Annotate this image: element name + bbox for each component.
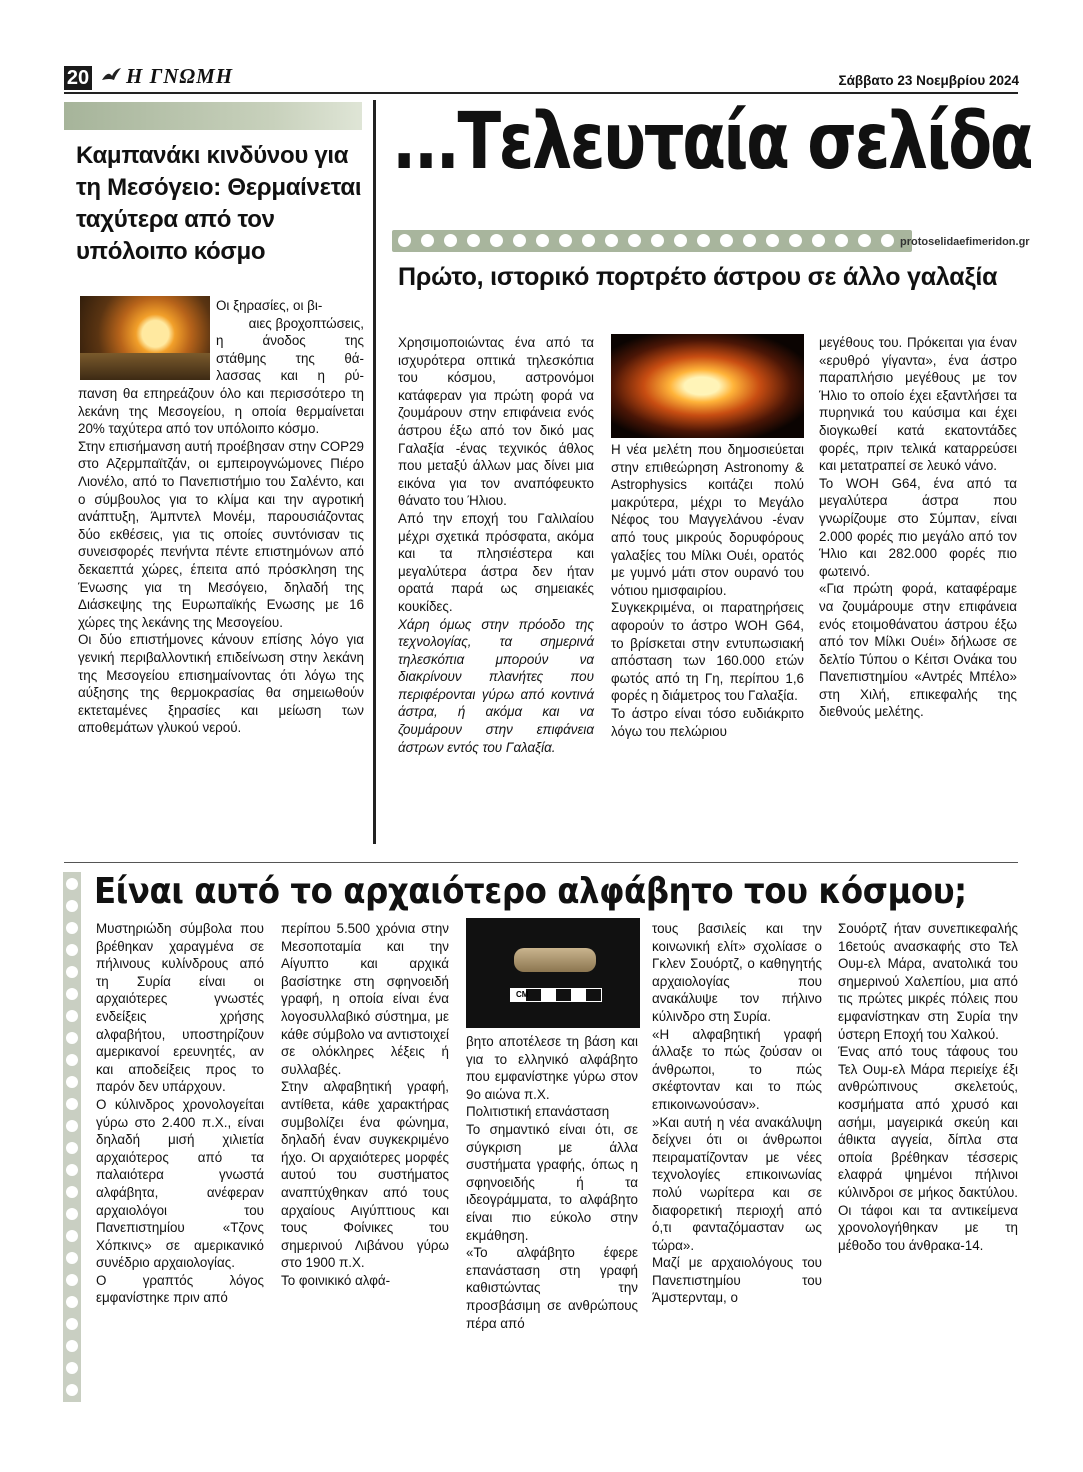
- subheading: Πολιτιστική επανάσταση: [466, 1104, 610, 1120]
- wrap-line: αιες βροχοπτώσεις,: [248, 315, 364, 331]
- alphabet-col2: [281, 920, 453, 1289]
- wrap-line: λασσας και η ρύ-: [216, 368, 364, 384]
- paragraph: Χάρη όμως στην πρόοδο της τεχνολογίας, τα σημερινά τηλεσκόπια μπορούν να διακρίνουν πλανήτες που περιφέρονται γύρω από κοντινά άστρα, ή ακόμα και να ζουμάρουν στην επιφάνεια άστρων εντός του Γαλαξία.: [398, 616, 598, 755]
- red-giant-star-image: [611, 334, 804, 438]
- dateline: Σάββατο 23 Νοεμβρίου 2024: [838, 73, 1019, 88]
- left-article-headline: Καμπανάκι κινδύνου για τη Μεσόγειο: Θερμαίνεται ταχύτερα από τον υπόλοιπο κόσμο: [76, 142, 362, 265]
- left-header-bar: [64, 102, 362, 130]
- star-article-col2: [611, 441, 808, 740]
- star-article-headline: Πρώτο, ιστορικό πορτρέτο άστρου σε άλλο γαλαξία: [398, 263, 998, 291]
- section-title: ...Τελευταία σελίδα: [392, 97, 1032, 187]
- paragraph: Μυστηριώδη σύμβολα που βρέθηκαν χαραγμένα σε πήλινους κυλίνδρους από τη Συρία είναι οι αρχαιότερες γνωστές ενδείξεις χρήσης αλφαβήτου, υποστηρίζουν αμερικανοί ερευνητές, αν και αποδείξεις προς το παρόν δεν υπάρχουν.: [96, 921, 268, 1095]
- paragraph: Στην επισήμανση αυτή προέβησαν στην COP29 στο Αζερμπαϊτζάν, οι εμπειρογνώμονες Πιέρο Λιονέλο, από το Πανεπιστήμιο του Σαλέντο, και ο σύμβουλος για το κλίμα και την αγροτική ανάπτυξη, Άμπντελ Μονέμ, παρουσιάζοντας δύο εκθέσεις, για τις οποίες συντόνισαν τις συνεισφορές πενήντα πέντε επιστημόνων από δεκαεπτά χώρες, έπειτα από πρόσκληση της Ένωσης για τη Μεσόγειο, δηλαδή της Διάσκεψης της Ευρωπαϊκής Ενωσης με 16 χώρες της λεκάνης της Μεσογείου.: [78, 438, 368, 630]
- star-article-col3: [819, 334, 1021, 721]
- paragraph: βητο αποτέλεσε τη βάση και για το ελληνικό αλφάβητο που εμφανίστηκε γύρω στον 9ο αιώνα π.Χ.: [466, 1034, 642, 1102]
- section-rule: [64, 862, 1018, 863]
- column-divider: [373, 100, 376, 844]
- wrap-line: στάθμης της θά-: [216, 350, 364, 366]
- paragraph: μεγέθους του. Πρόκειται για έναν «ερυθρό γίγαντα», ένα άστρο παραπλήσιο μεγέθους με τον Ήλιο το οποίο έχει εξαντλήσει τα πυρηνικά του καύσιμα και έχει διογκωθεί κατά εκατοντάδες φορές, πριν τελικά καταρρεύσει και μετατραπεί σε λευκό νάνο.: [819, 335, 1021, 474]
- paragraph: »Και αυτή η νέα ανακάλυψη δείχνει ότι οι άνθρωποι πειραματίζονταν με νέες τεχνολογίες επικοινωνίας πολύ νωρίτερα και σε διαφορετική περιοχή από ό,τι φανταζόμασταν ως τώρα».: [652, 1114, 826, 1253]
- paragraph: «Για πρώτη φορά, καταφέραμε να ζουμάρουμε στην επιφάνεια ενός ετοιμοθάνατου άστρου έξω από τον Μίλκι Ουέι» δήλωσε σε δελτίο Τύπου ο Κέιτσι Ονάκα του Πανεπιστημίου «Αντρές Μπέλο» στη Χιλή, επικεφαλής της διεθνούς μελέτης.: [819, 581, 1021, 720]
- paragraph: «Το αλφάβητο έφερε επανάσταση στη γραφή καθιστώντας την προσβάσιμη σε ανθρώπους πέρα από: [466, 1245, 642, 1331]
- paragraph: Μαζί με αρχαιολόγους του Πανεπιστημίου του Άμστερνταμ, ο: [652, 1255, 826, 1306]
- paragraph: Στην αλφαβητική γραφή, αντίθετα, κάθε χαρακτήρας συμβολίζει ένα φώνημα, δηλαδή έναν συγκεκριμένο ήχο. Οι αρχαιότερες μορφές αυτού του συστήματος αναπτύχθηκαν από τους αρχαίους Αιγύπτιους και τους Φοίνικες του σημερινού Λιβάνου γύρω στο 1900 π.Χ.: [281, 1079, 453, 1271]
- alphabet-col4: [652, 920, 826, 1307]
- side-dot-strip: [63, 872, 81, 1402]
- paragraph: Ένας από τους τάφους του Τελ Ουμ-ελ Μάρα περιείχε έξι ανθρώπινους σκελετούς, κοσμήματα από χρυσό και ασήμι, μαγειρικά σκεύη και άθικτα αγγεία, δίπλα στα οποία βρέθηκαν τέσσερις ελαφρά ψημένοι πήλινοι κύλινδροι σε μήκος δακτύλου. Οι τάφοι και τα αντικείμενα χρονολογήθηκαν με τη μέθοδο του άνθρακα-14.: [838, 1044, 1022, 1253]
- source-website: protoselidaefimeridon.gr: [900, 236, 1030, 248]
- bird-logo-icon: [100, 66, 122, 86]
- page-number: 20: [64, 66, 92, 90]
- scale-label: CM: [516, 990, 529, 999]
- paragraph: Η νέα μελέτη που δημοσιεύεται στην επιθεώρηση Astronomy & Astrophysics κοιτάζει πολύ μακρύτερα, μέχρι το Μεγάλο Νέφος του Μαγγελάνου -έναν από τους μικρούς δορυφόρους γαλαξίες του Μίλκι Ουέι, ορατός με γυμνό μάτι στον ουρανό του νότιου ημισφαιρίου.: [611, 442, 808, 598]
- paragraph: Το WOH G64, ένα από τα μεγαλύτερα άστρα που γνωρίζουμε στο Σύμπαν, είναι 2.000 φορές πιο μεγάλο από τον Ήλιο και 282.000 φορές πιο φωτεινό.: [819, 475, 1021, 579]
- paragraph: Συγκεκριμένα, οι παρατηρήσεις αφορούν το άστρο WOH G64, το βρίσκεται στην εντυπωσιακή απόσταση των 160.000 ετών φωτός από τη Γη, περίπου 1,6 φορές η διάμετρος του Γαλαξία.: [611, 600, 808, 704]
- left-article-body: [78, 385, 368, 737]
- alphabet-article-headline: Είναι αυτό το αρχαιότερο αλφάβητο του κόσμου;: [94, 871, 967, 912]
- alphabet-col1: [96, 920, 268, 1307]
- clay-cylinder-image: [466, 918, 640, 1028]
- paragraph: Οι δύο επιστήμονες κάνουν επίσης λόγο για γενική περιβαλλοντική επιδείνωση στην λεκάνη της Μεσογείου επισημαίνοντας ότι λόγω της αύξησης της θερμοκρασίας θα σημειωθούν εκτεταμένες ξηρασίες και μείωση των αποθεμάτων γλυκού νερού.: [78, 632, 368, 736]
- wrap-line: η άνοδος της: [216, 333, 364, 349]
- paragraph: Χρησιμοποιώντας ένα από τα ισχυρότερα οπτικά τηλεσκόπια του κόσμου, αστρονόμοι κατάφεραν για πρώτη φορά να ζουμάρουν στην επιφάνεια ενός άστρου έξω από τον δικό μας Γαλαξία -ένας τεχνικός άθλος που μεταξύ άλλων μας δίνει μια εικόνα για τον αναπόφευκτο θάνατο του Ήλιου.: [398, 335, 598, 509]
- wrap-line: Οι ξηρασίες, οι βι-: [216, 298, 323, 313]
- left-article-wrap: [216, 297, 364, 385]
- paragraph: Από την εποχή του Γαλιλαίου μέχρι σχετικά πρόσφατα, ακόμα και τα πλησιέστερα και μεγαλύτερα άστρα δεν ήταν ορατά παρά ως σημειακές κουκίδες.: [398, 510, 598, 614]
- sunset-drought-image: [80, 296, 210, 380]
- paragraph: τους βασιλείς και την κοινωνική ελίτ» σχολίασε ο Γκλεν Σουόρτζ, ο καθηγητής αρχαιολογίας που ανακάλυψε τον πήλινο κύλινδρο στη Συρία.: [652, 921, 826, 1024]
- paragraph: Ο κύλινδρος χρονολογείται γύρω στο 2.400 π.Χ., είναι δηλαδή μισή χιλιετία αρχαιότερος από τα παλαιότερα γνωστά αλφάβητα, ανέφεραν αρχαιολόγοι του Πανεπιστημίου «Τζονς Χόπκινς» σε αμερικανικό συνέδριο αρχαιολογίας.: [96, 1096, 268, 1271]
- alphabet-col3: [466, 1033, 642, 1332]
- paragraph: πανση θα επηρεάζουν όλο και περισσότερο τη λεκάνη της Μεσογείου, η οποία θερμαίνεται 20% ταχύτερα από τον υπόλοιπο κόσμο.: [78, 386, 368, 437]
- paragraph: Το φοινικικό αλφά-: [281, 1272, 391, 1288]
- masthead: Η ΓΝΩΜΗ: [126, 64, 234, 88]
- paragraph: Σουόρτζ ήταν συνεπικεφαλής 16ετούς ανασκαφής στο Τελ Ουμ-ελ Μάρα, ανατολικά του σημερινού Χαλεπίου, μια από τις πρώτες μικρές πόλεις που εμφανίστηκαν στη Συρία την ύστερη Εποχή του Χαλκού.: [838, 921, 1022, 1042]
- paragraph: Ο γραπτός λόγος εμφανίστηκε πριν από: [96, 1272, 268, 1306]
- paragraph: Το σημαντικό είναι ότι, σε σύγκριση με άλλα συστήματα γραφής, όπως η σφηνοειδής ή τα ιδεογράμματα, το αλφάβητο είναι πιο εύκολο στην εκμάθηση.: [466, 1121, 642, 1243]
- paragraph: περίπου 5.500 χρόνια στην Μεσοποταμία και την Αίγυπτο και αρχικά βασίστηκε στη σφηνοειδή γραφή, η οποία είναι ένα λογοσυλλαβικό σύστημα, με κάθε σύμβολο να αντιστοιχεί σε ολόκληρες λέξεις ή συλλαβές.: [281, 921, 453, 1077]
- star-article-col1: [398, 334, 598, 756]
- alphabet-col5: [838, 920, 1022, 1254]
- paragraph: Το άστρο είναι τόσο ευδιάκριτο λόγω του πελώριου: [611, 705, 808, 739]
- paragraph: «Η αλφαβητική γραφή άλλαξε το πώς ζούσαν οι άνθρωποι, το πώς σκέφτονταν και το πώς επικοινωνούσαν».: [652, 1026, 826, 1112]
- dot-banner: [392, 230, 912, 252]
